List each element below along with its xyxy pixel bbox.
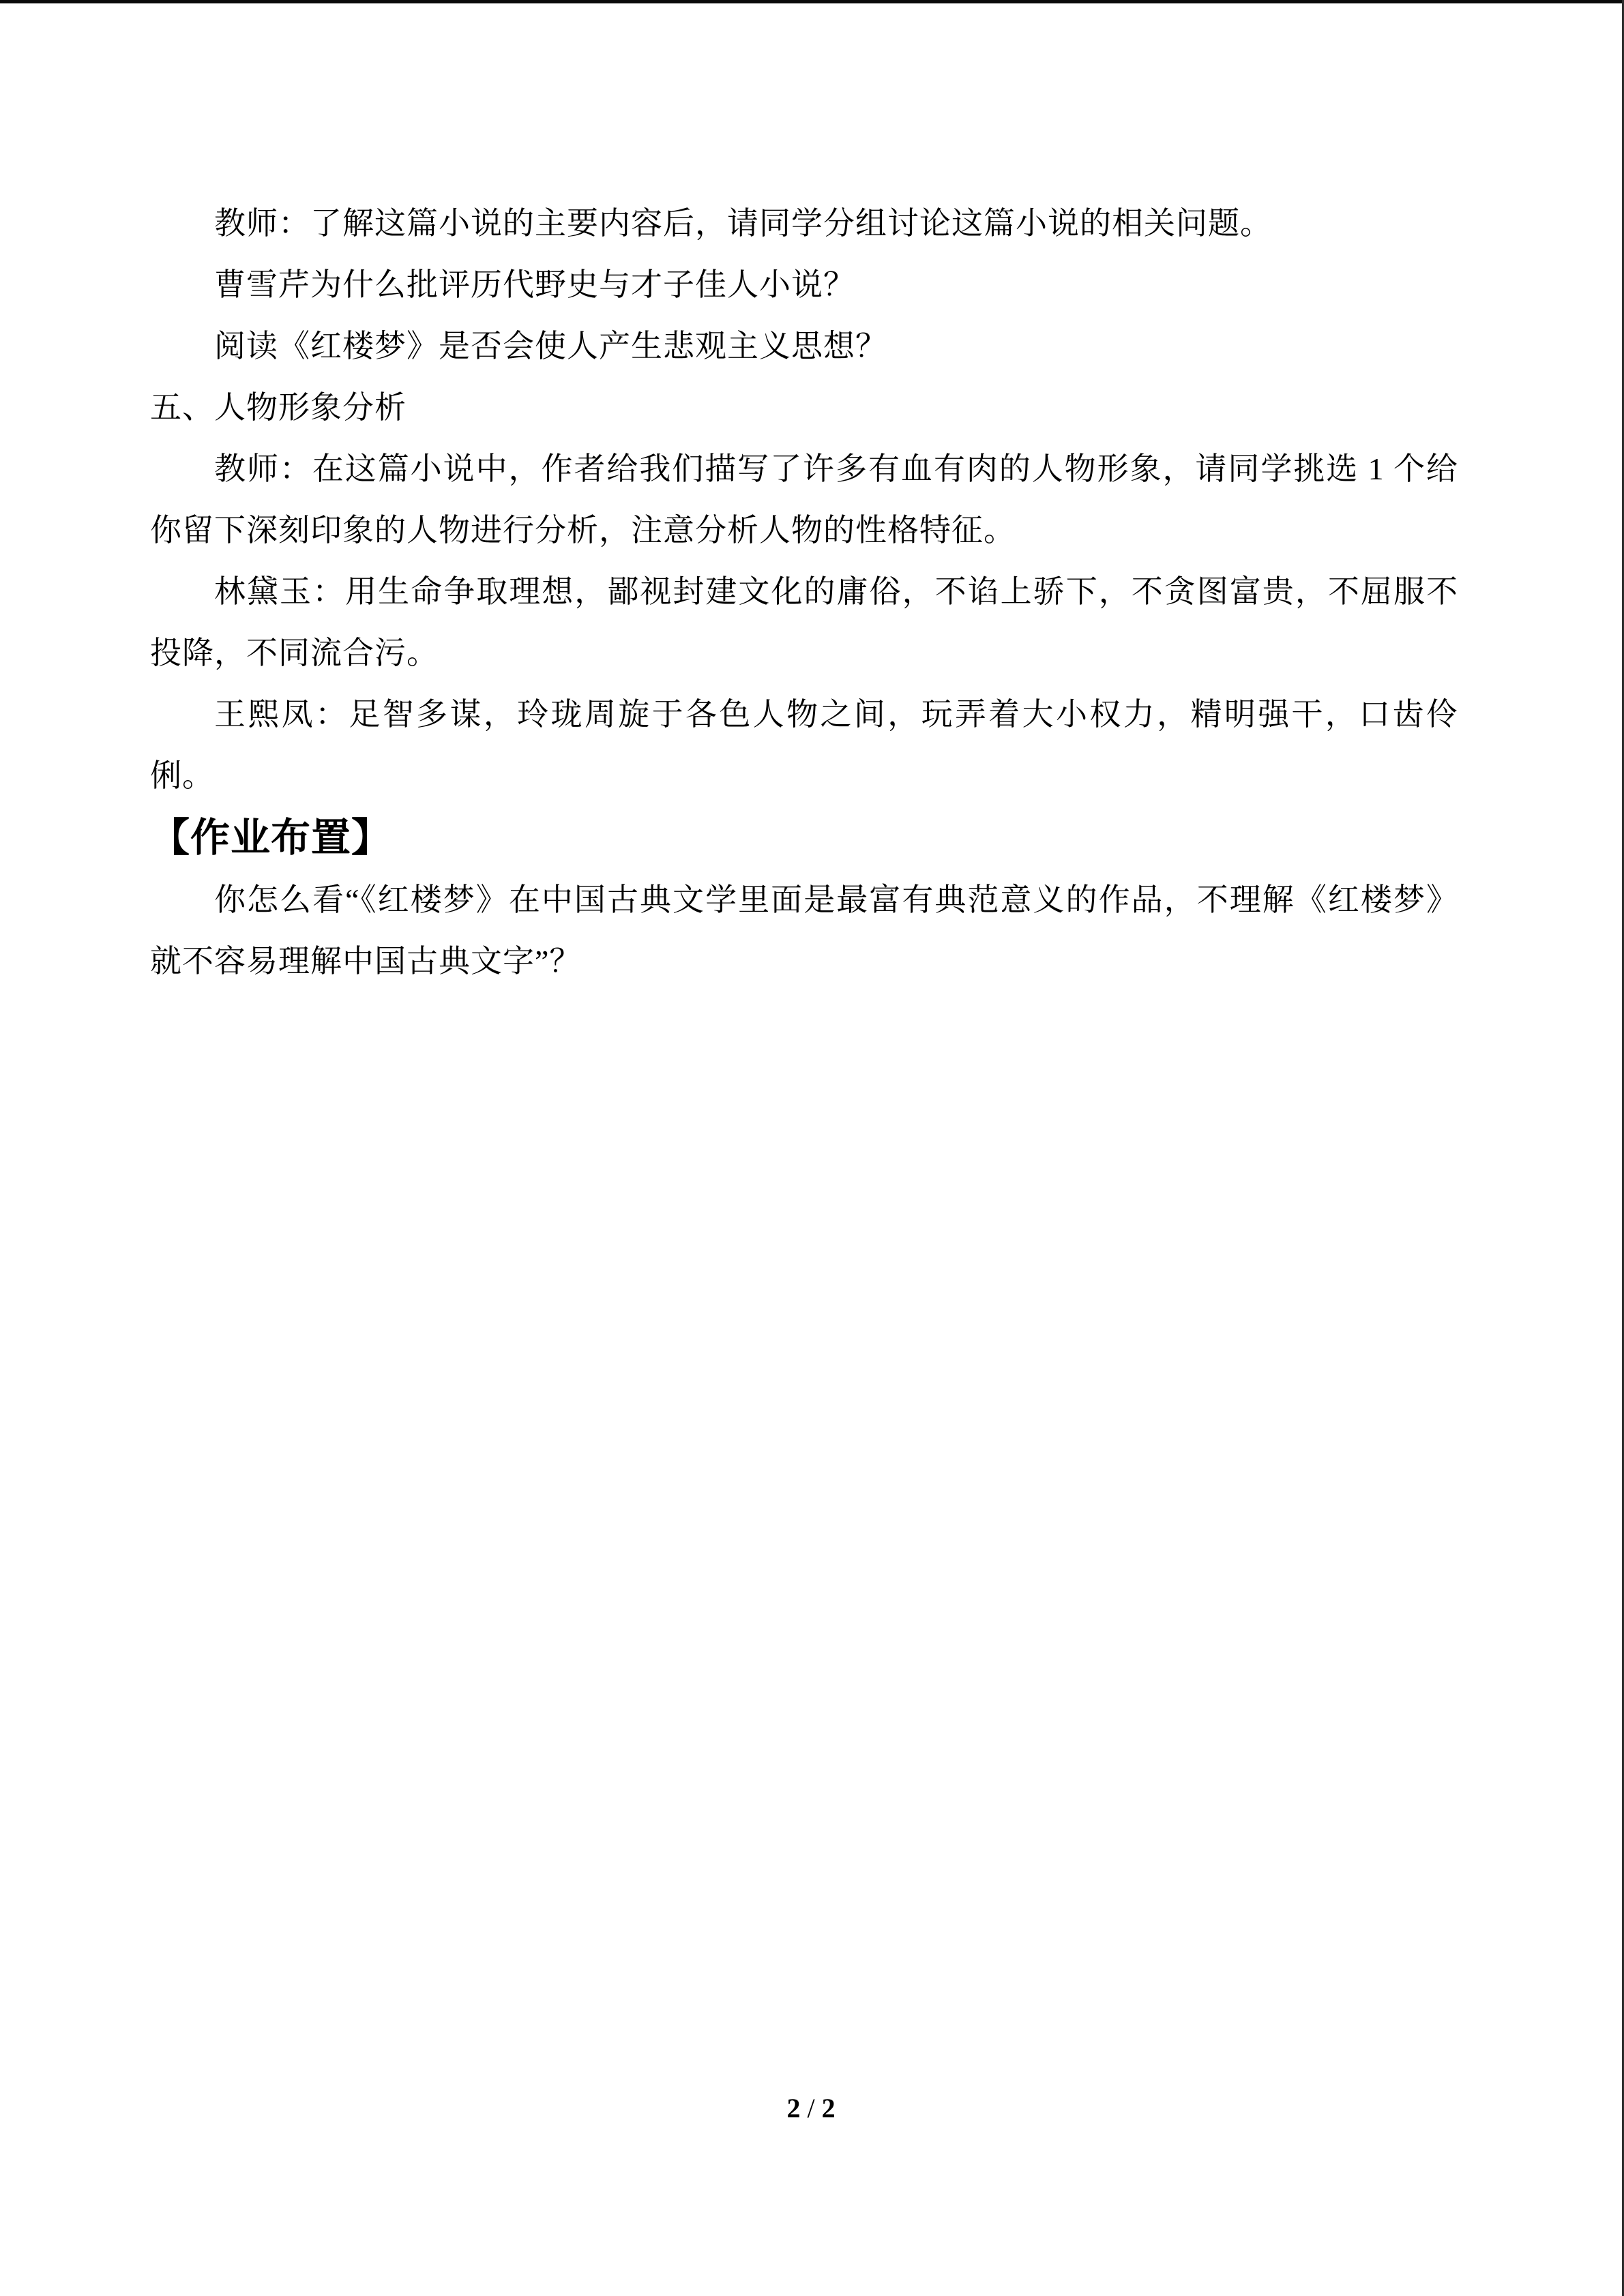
- document-body: [150, 193, 1458, 992]
- paragraph-homework-question: 你怎么看“《红楼梦》在中国古典文学里面是最富有典范意义的作品，不理解《红楼梦》就不容易理解中国古典文字”？: [150, 882, 1458, 979]
- paragraph-question-reading: 阅读《红楼梦》是否会使人产生悲观主义思想？: [214, 329, 887, 363]
- page-number-total: 2: [821, 2093, 836, 2123]
- page-number-current: 2: [786, 2093, 801, 2123]
- heading-section-five: 五、人物形象分析: [150, 390, 407, 425]
- page-number-separator: /: [807, 2093, 815, 2123]
- paragraph-teacher-discussion: 教师：了解这篇小说的主要内容后，请同学分组讨论这篇小说的相关问题。: [214, 206, 1272, 241]
- page-number: [0, 2092, 1622, 2125]
- page-top-edge: [0, 0, 1624, 3]
- paragraph-question-caoxueqin: 曹雪芹为什么批评历代野史与才子佳人小说？: [214, 267, 855, 302]
- paragraph-teacher-characters: 教师：在这篇小说中，作者给我们描写了许多有血有肉的人物形象，请同学挑选 1 个给你留下深刻印象的人物进行分析，注意分析人物的性格特征。: [150, 451, 1458, 548]
- homework-section-heading: 【作业布置】: [150, 816, 392, 860]
- paragraph-lindaiyu: 林黛玉：用生命争取理想，鄙视封建文化的庸俗，不谄上骄下，不贪图富贵，不屈服不投降，不同流合污。: [150, 574, 1458, 670]
- paragraph-wangxifeng: 王熙凤：足智多谋，玲珑周旋于各色人物之间，玩弄着大小权力，精明强干，口齿伶俐。: [150, 697, 1458, 793]
